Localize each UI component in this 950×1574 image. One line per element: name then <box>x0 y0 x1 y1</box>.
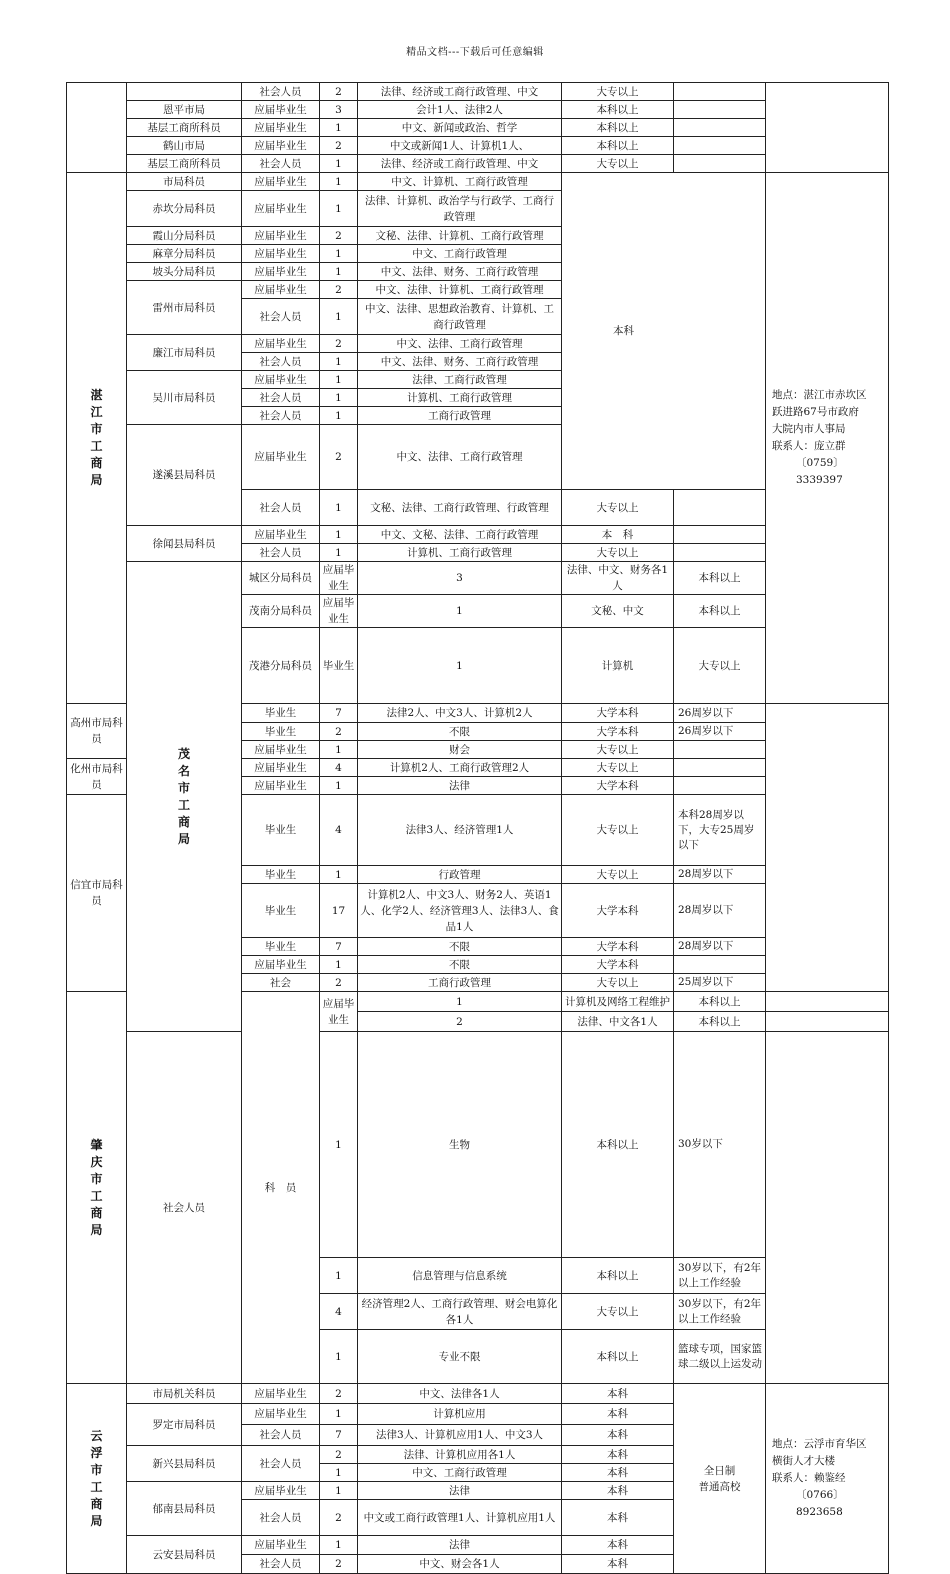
education-cell: 本科 <box>562 1384 674 1404</box>
count-cell: 1 <box>358 628 562 704</box>
category-cell: 应届毕业生 <box>242 1404 320 1425</box>
note-line: 全日制 <box>703 1464 736 1477</box>
major-cell: 法律3人、计算机应用1人、中文3人 <box>358 1425 562 1446</box>
table-row <box>67 1384 889 1404</box>
unit-name: 雷州市局科员 <box>127 281 242 335</box>
major-cell: 中文或工商行政管理1人、计算机应用1人 <box>358 1500 562 1536</box>
contact-line: 联系人：赖鉴经 <box>772 1472 846 1484</box>
category-cell: 应届毕业生 <box>242 281 320 299</box>
category-cell: 应届毕业生 <box>242 191 320 227</box>
note-cell: 26周岁以下 <box>674 704 766 723</box>
education-cell: 大专以上 <box>562 83 674 101</box>
table-row <box>67 1032 889 1258</box>
education-cell: 大专以上 <box>562 1294 674 1330</box>
count-cell: 1 <box>320 389 358 407</box>
count-cell: 1 <box>320 173 358 191</box>
contact-cell <box>766 1384 889 1574</box>
agency-label: 茂 名 市 工 商 局 <box>177 746 190 846</box>
major-cell: 行政管理 <box>358 866 562 884</box>
unit-name: 信宜市局科员 <box>67 795 127 992</box>
category-cell: 应届毕业生 <box>242 101 320 119</box>
unit-name: 化州市局科员 <box>67 759 127 795</box>
unit-name: 茂南分局科员 <box>242 595 320 628</box>
note-cell: 30岁以下，有2年以上工作经验 <box>674 1258 766 1294</box>
category-cell: 社会人员 <box>242 353 320 371</box>
education-cell: 大学本科 <box>562 956 674 974</box>
note-line: 普通高校 <box>698 1480 741 1493</box>
education-cell: 大学本科 <box>562 884 674 938</box>
count-cell: 1 <box>320 191 358 227</box>
category-cell: 社会人员 <box>242 1555 320 1574</box>
count-cell: 7 <box>320 704 358 723</box>
education-cell: 大专以上 <box>562 866 674 884</box>
category-cell: 应届毕业生 <box>242 137 320 155</box>
category-cell: 应届毕业生 <box>242 777 320 795</box>
count-cell: 1 <box>358 595 562 628</box>
table-row <box>67 562 889 595</box>
major-cell: 法律 <box>358 1536 562 1555</box>
education-cell: 大专以上 <box>562 490 674 526</box>
major-cell: 不限 <box>358 956 562 974</box>
count-cell: 17 <box>320 884 358 938</box>
education-cell: 本科以上 <box>562 101 674 119</box>
education-cell: 大专以上 <box>674 628 766 704</box>
category-cell: 社会 <box>242 974 320 992</box>
category-cell: 应届毕业生 <box>320 992 358 1032</box>
education-cell: 大学本科 <box>562 777 674 795</box>
page-header: 精品文档---下载后可任意编辑 <box>406 47 544 58</box>
education-cell <box>562 173 766 490</box>
count-cell: 1 <box>358 992 562 1012</box>
major-cell: 不限 <box>358 938 562 956</box>
count-cell: 7 <box>320 1425 358 1446</box>
major-cell: 信息管理与信息系统 <box>358 1258 562 1294</box>
count-cell: 2 <box>320 425 358 490</box>
major-cell: 计算机2人、工商行政管理2人 <box>358 759 562 777</box>
education-cell: 本科以上 <box>562 119 674 137</box>
count-cell: 2 <box>320 281 358 299</box>
category-cell: 社会人员 <box>242 389 320 407</box>
count-cell: 1 <box>320 1464 358 1482</box>
unit-name: 麻章分局科员 <box>127 245 242 263</box>
note-cell <box>674 119 766 137</box>
category-cell: 应届毕业生 <box>242 227 320 245</box>
note-cell: 25周岁以下 <box>674 974 766 992</box>
count-cell: 1 <box>320 353 358 371</box>
count-cell: 2 <box>320 83 358 101</box>
category-cell: 社会人员 <box>242 544 320 562</box>
category-cell: 应届毕业生 <box>242 425 320 490</box>
category-cell: 应届毕业生 <box>242 119 320 137</box>
category-cell: 应届毕业生 <box>320 562 358 595</box>
unit-name: 基层工商所科员 <box>127 155 242 173</box>
note-cell <box>674 101 766 119</box>
agency-label: 肇 庆 市 工 商 局 <box>90 1137 103 1237</box>
unit-name: 高州市局科员 <box>67 704 127 759</box>
note-cell: 30岁以下 <box>674 1032 766 1258</box>
unit-name: 云安县局科员 <box>127 1536 242 1574</box>
unit-name: 科 员 <box>242 992 320 1384</box>
major-cell: 文秘、法律、计算机、工商行政管理 <box>358 227 562 245</box>
major-cell: 计算机2人、中文3人、财务2人、英语1人、化学2人、经济管理3人、法律3人、食品1人 <box>358 884 562 938</box>
unit-name: 徐闻县局科员 <box>127 526 242 562</box>
count-cell: 1 <box>320 299 358 335</box>
category-cell: 应届毕业生 <box>242 335 320 353</box>
category-cell: 应届毕业生 <box>242 1536 320 1555</box>
major-cell: 法律、经济或工商行政管理、中文 <box>358 83 562 101</box>
education-cell: 大学本科 <box>562 723 674 741</box>
note-cell <box>674 155 766 173</box>
count-cell: 1 <box>320 371 358 389</box>
category-cell: 社会人员 <box>242 299 320 335</box>
contact-line: 地点：云浮市育华区 <box>772 1438 867 1450</box>
count-cell: 4 <box>320 1294 358 1330</box>
category-cell: 毕业生 <box>242 795 320 866</box>
note-cell: 28周岁以下 <box>674 938 766 956</box>
count-cell: 1 <box>320 245 358 263</box>
major-cell: 法律3人、经济管理1人 <box>358 795 562 866</box>
count-cell: 2 <box>320 1446 358 1464</box>
major-cell: 中文、法律、工商行政管理 <box>358 335 562 353</box>
major-cell: 中文、法律、财务、工商行政管理 <box>358 353 562 371</box>
education-cell: 本科 <box>562 1425 674 1446</box>
unit-name: 城区分局科员 <box>242 562 320 595</box>
education-cell: 大专以上 <box>562 759 674 777</box>
count-cell: 1 <box>320 741 358 759</box>
major-cell: 法律、中文各1人 <box>562 1012 674 1032</box>
category-cell: 社会人员 <box>242 83 320 101</box>
unit-name: 郁南县局科员 <box>127 1482 242 1536</box>
education-cell: 大专以上 <box>562 974 674 992</box>
education-cell: 本科以上 <box>674 1012 766 1032</box>
count-cell: 2 <box>320 974 358 992</box>
count-cell: 1 <box>320 1258 358 1294</box>
unit-name: 赤坎分局科员 <box>127 191 242 227</box>
unit-name: 遂溪县局科员 <box>127 425 242 526</box>
count-cell: 1 <box>320 1482 358 1500</box>
category-cell: 应届毕业生 <box>242 245 320 263</box>
category-cell: 毕业生 <box>242 866 320 884</box>
education-cell: 本科以上 <box>674 562 766 595</box>
table-row <box>67 119 889 137</box>
contact-line: 横街人才大楼 <box>772 1455 835 1467</box>
major-cell: 法律、经济或工商行政管理、中文 <box>358 155 562 173</box>
major-cell: 中文、新闻或政治、哲学 <box>358 119 562 137</box>
contact-line: 联系人：庞立群 <box>772 440 846 452</box>
agency-label: 云 浮 市 工 商 局 <box>90 1428 103 1528</box>
count-cell: 2 <box>358 1012 562 1032</box>
major-cell: 会计1人、法律2人 <box>358 101 562 119</box>
education-merged: 本科 <box>613 325 634 337</box>
contact-phone: 〔0759〕3339397 <box>796 457 844 486</box>
major-cell: 生物 <box>358 1032 562 1258</box>
category-cell: 社会人员 <box>127 1032 242 1384</box>
unit-name: 市局科员 <box>127 173 242 191</box>
category-cell: 应届毕业生 <box>242 741 320 759</box>
note-cell <box>674 759 766 777</box>
education-cell: 本科 <box>562 1482 674 1500</box>
count-cell: 2 <box>320 1500 358 1536</box>
table-row <box>67 83 889 101</box>
major-cell: 中文、计算机、工商行政管理 <box>358 173 562 191</box>
major-cell: 中文、法律、财务、工商行政管理 <box>358 263 562 281</box>
count-cell: 1 <box>320 1536 358 1555</box>
major-cell: 中文、法律、工商行政管理 <box>358 425 562 490</box>
note-cell <box>674 956 766 974</box>
major-cell: 法律、工商行政管理 <box>358 371 562 389</box>
major-cell: 经济管理2人、工商行政管理、财会电算化各1人 <box>358 1294 562 1330</box>
category-cell: 社会人员 <box>242 490 320 526</box>
contact-line: 跃进路67号市政府 <box>772 406 859 418</box>
count-cell: 2 <box>320 1555 358 1574</box>
note-cell <box>674 490 766 526</box>
category-cell: 应届毕业生 <box>242 526 320 544</box>
unit-name: 恩平市局 <box>127 101 242 119</box>
major-cell: 中文、法律各1人 <box>358 1384 562 1404</box>
education-cell: 本科以上 <box>674 595 766 628</box>
note-cell: 本科28周岁以下，大专25周岁以下 <box>674 795 766 866</box>
table-row <box>67 137 889 155</box>
unit-name: 廉江市局科员 <box>127 335 242 371</box>
count-cell: 7 <box>320 938 358 956</box>
note-cell <box>674 544 766 562</box>
agency-name <box>67 173 127 704</box>
major-cell: 中文、工商行政管理 <box>358 1464 562 1482</box>
count-cell: 2 <box>320 1384 358 1404</box>
major-cell: 法律、中文、财务各1人 <box>562 562 674 595</box>
note-cell <box>766 1012 889 1032</box>
table-row <box>67 173 889 191</box>
unit-name: 霞山分局科员 <box>127 227 242 245</box>
major-cell: 计算机 <box>562 628 674 704</box>
table-row <box>67 155 889 173</box>
count-cell: 1 <box>320 1032 358 1258</box>
count-cell: 3 <box>320 101 358 119</box>
count-cell: 2 <box>320 335 358 353</box>
education-cell: 本科 <box>562 1536 674 1555</box>
category-cell: 应届毕业生 <box>320 595 358 628</box>
education-cell: 大学本科 <box>562 704 674 723</box>
category-cell: 应届毕业生 <box>242 371 320 389</box>
major-cell: 工商行政管理 <box>358 974 562 992</box>
major-cell: 中文、财会各1人 <box>358 1555 562 1574</box>
category-cell: 毕业生 <box>242 938 320 956</box>
education-cell: 本科以上 <box>562 137 674 155</box>
category-cell: 毕业生 <box>242 884 320 938</box>
table-row <box>67 101 889 119</box>
major-cell: 财会 <box>358 741 562 759</box>
note-cell <box>674 1384 766 1574</box>
agency-label: 湛 江 市 工 商 局 <box>90 388 103 487</box>
major-cell: 法律 <box>358 777 562 795</box>
count-cell: 1 <box>320 544 358 562</box>
major-cell: 中文或新闻1人、计算机1人、 <box>358 137 562 155</box>
unit-name: 茂港分局科员 <box>242 628 320 704</box>
category-cell: 应届毕业生 <box>242 956 320 974</box>
education-cell: 本科 <box>562 1464 674 1482</box>
education-cell: 本科以上 <box>674 992 766 1012</box>
category-cell: 应届毕业生 <box>242 1482 320 1500</box>
note-cell <box>674 526 766 544</box>
unit-name: 坡头分局科员 <box>127 263 242 281</box>
category-cell: 社会人员 <box>242 407 320 425</box>
education-cell: 本科以上 <box>562 1032 674 1258</box>
count-cell: 2 <box>320 137 358 155</box>
contact-line: 大院内市人事局 <box>772 423 846 435</box>
note-cell <box>674 137 766 155</box>
major-cell: 中文、文秘、法律、工商行政管理 <box>358 526 562 544</box>
agency-name <box>67 1384 127 1574</box>
major-cell: 计算机、工商行政管理 <box>358 389 562 407</box>
note-cell: 28周岁以下 <box>674 866 766 884</box>
unit-name: 基层工商所科员 <box>127 119 242 137</box>
major-cell: 工商行政管理 <box>358 407 562 425</box>
contact-line: 地点：湛江市赤坎区 <box>772 389 867 401</box>
education-cell: 本科以上 <box>562 1330 674 1384</box>
category-cell: 毕业生 <box>320 628 358 704</box>
note-cell <box>674 777 766 795</box>
major-cell: 法律、计算机、政治学与行政学、工商行政管理 <box>358 191 562 227</box>
category-cell: 社会人员 <box>242 155 320 173</box>
major-cell: 计算机、工商行政管理 <box>358 544 562 562</box>
education-cell: 大专以上 <box>562 544 674 562</box>
education-cell: 本科 <box>562 1446 674 1464</box>
unit-name: 鹤山市局 <box>127 137 242 155</box>
note-cell <box>766 992 889 1012</box>
count-cell: 3 <box>358 562 562 595</box>
major-cell: 中文、法律、思想政治教育、计算机、工商行政管理 <box>358 299 562 335</box>
unit-name: 吴川市局科员 <box>127 371 242 425</box>
contact-cell <box>766 173 889 704</box>
count-cell: 1 <box>320 956 358 974</box>
category-cell: 毕业生 <box>242 723 320 741</box>
category-cell: 社会人员 <box>242 1446 320 1482</box>
major-cell: 中文、法律、计算机、工商行政管理 <box>358 281 562 299</box>
count-cell: 2 <box>320 723 358 741</box>
count-cell: 1 <box>320 263 358 281</box>
count-cell: 1 <box>320 526 358 544</box>
unit-name: 罗定市局科员 <box>127 1404 242 1446</box>
education-cell: 本科 <box>562 1404 674 1425</box>
major-cell: 专业不限 <box>358 1330 562 1384</box>
note-cell: 篮球专项，国家篮球二级以上运发动 <box>674 1330 766 1384</box>
recruitment-table <box>66 82 889 1574</box>
major-cell: 法律、计算机应用各1人 <box>358 1446 562 1464</box>
education-cell: 大专以上 <box>562 795 674 866</box>
category-cell: 应届毕业生 <box>242 1384 320 1404</box>
category-cell: 应届毕业生 <box>242 173 320 191</box>
count-cell: 1 <box>320 866 358 884</box>
education-cell: 大学本科 <box>562 938 674 956</box>
education-cell: 本科 <box>562 1555 674 1574</box>
education-cell: 本科 <box>562 1500 674 1536</box>
category-cell: 社会人员 <box>242 1425 320 1446</box>
major-cell: 法律2人、中文3人、计算机2人 <box>358 704 562 723</box>
unit-name <box>127 83 242 101</box>
note-cell: 30岁以下，有2年以上工作经验 <box>674 1294 766 1330</box>
table-row <box>67 526 889 544</box>
note-cell: 26周岁以下 <box>674 723 766 741</box>
agency-cell <box>67 83 127 173</box>
category-cell: 社会人员 <box>242 1500 320 1536</box>
education-cell: 大专以上 <box>562 155 674 173</box>
count-cell: 1 <box>320 1404 358 1425</box>
note-cell <box>674 83 766 101</box>
count-cell: 1 <box>320 1330 358 1384</box>
category-cell: 毕业生 <box>242 704 320 723</box>
education-cell: 本 科 <box>562 526 674 544</box>
category-cell: 应届毕业生 <box>242 759 320 777</box>
major-cell: 计算机及网络工程维护 <box>562 992 674 1012</box>
major-cell: 计算机应用 <box>358 1404 562 1425</box>
count-cell: 1 <box>320 490 358 526</box>
education-cell: 本科以上 <box>562 1258 674 1294</box>
contact-phone: 〔0766〕8923658 <box>796 1489 844 1518</box>
unit-name: 市局机关科员 <box>127 1384 242 1404</box>
contact-cell <box>766 83 889 173</box>
major-cell: 文秘、中文 <box>562 595 674 628</box>
agency-name <box>67 992 127 1384</box>
count-cell: 1 <box>320 119 358 137</box>
count-cell: 1 <box>320 777 358 795</box>
major-cell: 文秘、法律、工商行政管理、行政管理 <box>358 490 562 526</box>
major-cell: 中文、工商行政管理 <box>358 245 562 263</box>
note-cell: 28周岁以下 <box>674 884 766 938</box>
major-cell: 不限 <box>358 723 562 741</box>
agency-name <box>127 562 242 1032</box>
count-cell: 2 <box>320 227 358 245</box>
count-cell: 4 <box>320 795 358 866</box>
education-cell: 大专以上 <box>562 741 674 759</box>
count-cell: 1 <box>320 407 358 425</box>
count-cell: 4 <box>320 759 358 777</box>
unit-name: 新兴县局科员 <box>127 1446 242 1482</box>
major-cell: 法律 <box>358 1482 562 1500</box>
category-cell: 应届毕业生 <box>242 263 320 281</box>
note-cell <box>674 741 766 759</box>
count-cell: 1 <box>320 155 358 173</box>
